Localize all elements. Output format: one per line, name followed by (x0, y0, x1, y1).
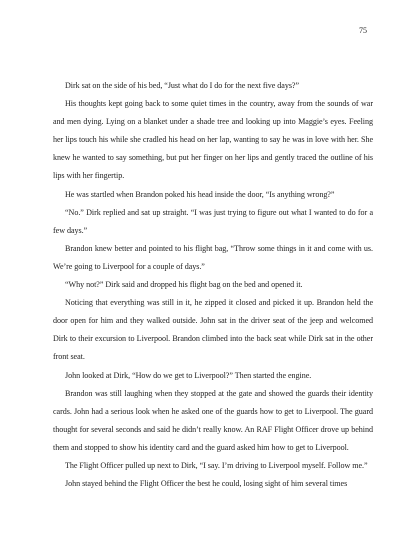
paragraph: His thoughts kept going back to some quiet times in the country, away from the sounds of war and men dying. Lying on a blanket under a shade tree and looking up into Maggie’s eyes. Feeling her lips touch his while she cradled his head on her lap, wanting to say he was in love with her. She knew he wanted to say something, but put her finger on her lips and gently traced the outline of his lips with her fingertip. (53, 99, 373, 181)
paragraph: Dirk sat on the side of his bed, “Just what do I do for the next five days?” (65, 81, 300, 90)
paragraph: Brandon was still laughing when they stopped at the gate and showed the guards their identity cards. John had a serious look when he asked one of the guards how to get to Liverpool. The guard thought for several seconds and said he didn’t really know. An RAF Flight Officer drove up behind them and stopped to show his identity card and the guard asked him how to get to Liverpool. (53, 388, 373, 452)
page-number: 75 (359, 26, 367, 35)
paragraph: “No.” Dirk replied and sat up straight. “I was just trying to figure out what I wanted to do for a few days.” (53, 207, 373, 235)
body-text (53, 77, 373, 493)
paragraph: John looked at Dirk, “How do we get to Liverpool?” Then started the engine. (65, 370, 312, 380)
paragraph: Brandon knew better and pointed to his flight bag, “Throw some things in it and come with us. We’re going to Liverpool for a couple of days.” (53, 243, 373, 271)
paragraph: John stayed behind the Flight Officer the best he could, losing sight of him several times (65, 479, 348, 489)
paragraph: The Flight Officer pulled up next to Dirk, “I say. I’m driving to Liverpool myself. Follow me.” (65, 460, 368, 470)
paragraph: Noticing that everything was still in it, he zipped it closed and picked it up. Brandon held the door open for him and they walked outside. John sat in the driver seat of the jeep and welcomed Dirk to their excursion to Liverpool. Brandon climbed into the back seat while Dirk sat in the other front seat. (53, 298, 373, 362)
paragraph: “Why not?” Dirk said and dropped his flight bag on the bed and opened it. (65, 280, 303, 290)
paragraph: He was startled when Brandon poked his head inside the door, “Is anything wrong?” (65, 189, 335, 199)
